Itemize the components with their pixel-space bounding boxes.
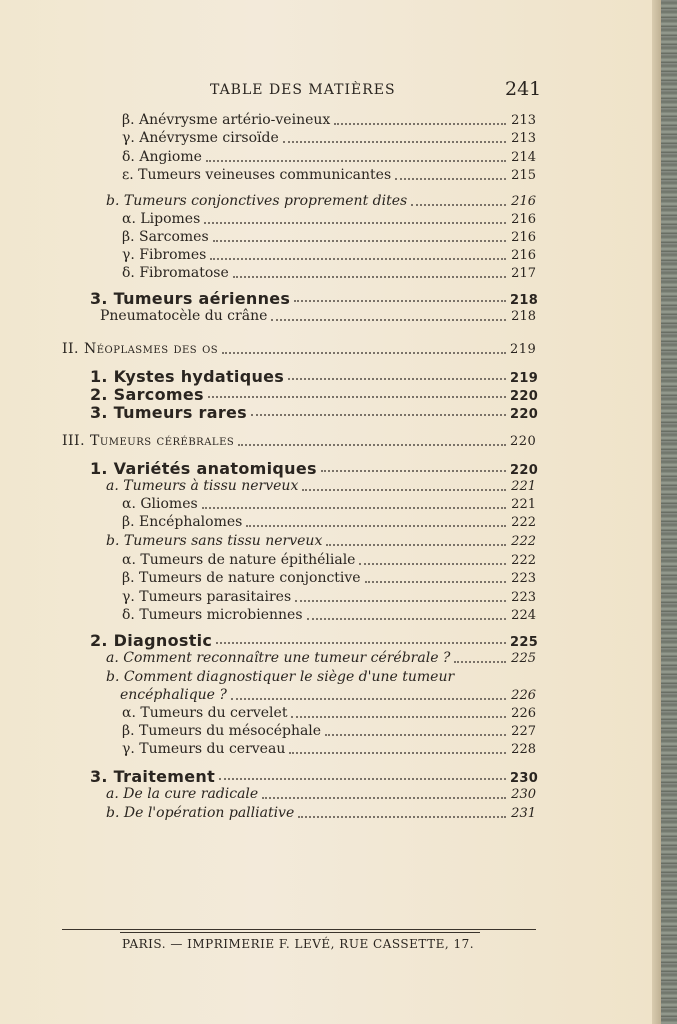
toc-entry: δ. Tumeurs microbiennes 224: [122, 607, 536, 623]
toc-section: 3. Tumeurs rares 220: [90, 403, 539, 422]
header-title: TABLE DES MATIÈRES: [210, 82, 396, 98]
toc-entry: b. Comment diagnostiquer le siège d'une tumeur: [106, 669, 455, 685]
toc-entry: b. Tumeurs conjonctives proprement dites 216: [106, 193, 536, 209]
running-header: [0, 80, 652, 102]
page-edge: [652, 0, 661, 1024]
toc-entry: α. Tumeurs du cervelet 226: [122, 705, 536, 721]
toc-entry: a. Comment reconnaître une tumeur cérébrale ? 225: [106, 650, 536, 666]
toc-entry: ε. Tumeurs veineuses communicantes 215: [122, 167, 536, 183]
toc-entry: β. Sarcomes 216: [122, 229, 536, 245]
toc-entry: b. Tumeurs sans tissu nerveux 222: [106, 533, 536, 549]
toc-entry: β. Anévrysme artério-veineux 213: [122, 112, 536, 128]
footer-rule: [62, 929, 536, 930]
toc-entry: a. Tumeurs à tissu nerveux 221: [106, 478, 536, 494]
toc-entry: α. Gliomes 221: [122, 496, 536, 512]
toc-section: 2. Diagnostic 225: [90, 631, 539, 650]
toc-section: 3. Tumeurs aériennes 218: [90, 289, 539, 308]
toc-section: 1. Kystes hydatiques 219: [90, 367, 539, 386]
toc-entry: β. Tumeurs de nature conjonctive 223: [122, 570, 536, 586]
toc-entry: b. De l'opération palliative 231: [106, 805, 536, 821]
toc-entry: δ. Fibromatose 217: [122, 265, 536, 281]
toc-entry: δ. Angiome 214: [122, 149, 536, 165]
toc-entry: encéphalique ? 226: [120, 687, 536, 703]
toc-entry: Pneumatocèle du crâne 218: [100, 308, 536, 324]
toc-chapter: III. Tumeurs cérébrales 220: [62, 433, 537, 449]
toc-entry: γ. Anévrysme cirsoïde 213: [122, 130, 536, 146]
toc-entry: γ. Fibromes 216: [122, 247, 536, 263]
toc-entry: β. Tumeurs du mésocéphale 227: [122, 723, 536, 739]
toc-entry: α. Lipomes 216: [122, 211, 536, 227]
toc-entry: a. De la cure radicale 230: [106, 786, 536, 802]
header-page-number: 241: [505, 78, 542, 100]
toc-entry: β. Encéphalomes 222: [122, 514, 536, 530]
printer-imprint: PARIS. — IMPRIMERIE F. LEVÉ, RUE CASSETTE, 17.: [122, 937, 475, 951]
toc-entry: γ. Tumeurs parasitaires 223: [122, 589, 536, 605]
toc-section: 2. Sarcomes 220: [90, 385, 539, 404]
toc-chapter: II. Néoplasmes des os 219: [62, 341, 537, 357]
toc-section: 1. Variétés anatomiques 220: [90, 459, 539, 478]
toc-section: 3. Traitement 230: [90, 767, 539, 786]
toc-entry: α. Tumeurs de nature épithéliale 222: [122, 552, 536, 568]
toc-entry: γ. Tumeurs du cerveau 228: [122, 741, 536, 757]
footer-rule-inner: [120, 932, 480, 933]
